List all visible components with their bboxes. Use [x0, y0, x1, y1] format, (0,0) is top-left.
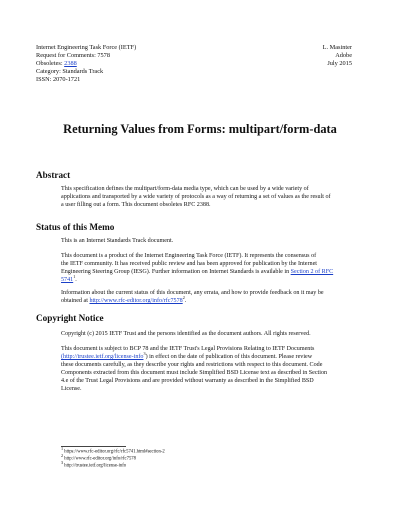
footnote-3 — [61, 460, 127, 470]
copyright-line: Copyright (c) 2015 IETF Trust and the persons identified as the document authors. All rights reserved. — [61, 331, 311, 337]
header-company: Adobe — [335, 52, 352, 60]
header-org: Internet Engineering Task Force (IETF) — [36, 44, 137, 51]
abstract-line: a user filling out a form. This document obsoletes RFC 2388. — [61, 202, 211, 209]
rfc7578-info-link[interactable]: http://www.rfc-editor.org/info/rfc7578 — [89, 298, 183, 305]
footnote-ref-1: 1 — [73, 274, 76, 280]
status-paragraph-3 — [61, 289, 371, 305]
copyright-heading: Copyright Notice — [36, 313, 104, 323]
status-text: . — [184, 298, 187, 305]
rfc-5741-link[interactable]: 5741 — [61, 277, 74, 284]
header-author: L. Masinter — [322, 44, 352, 51]
status-line — [61, 268, 371, 276]
copyright-line: Components extracted from this document must include Simplified BSD License text as described in Section — [61, 370, 328, 377]
obsoletes-link[interactable]: 2388 — [64, 60, 77, 68]
copyright-line: This document is subject to BCP 78 and the IETF Trust's Legal Provisions Relating to IETF Documents — [61, 346, 315, 352]
status-text: obtained at — [61, 298, 90, 305]
copyright-line — [61, 353, 371, 361]
status-text: . — [75, 277, 77, 284]
copyright-line: License. — [61, 386, 82, 393]
status-heading: Status of this Memo — [36, 222, 115, 232]
footnote-number: 1 — [61, 446, 64, 451]
abstract-line: applications and transported by a wide variety of protocols as a way of returning a set of values as the result of — [61, 194, 331, 201]
footnote-text: http://www.rfc-editor.org/info/rfc7578 — [64, 456, 136, 462]
copyright-line: these documents carefully, as they describe your rights and restrictions with respect to this document. Code — [61, 362, 323, 369]
header-right — [323, 44, 352, 68]
status-line: This is an Internet Standards Track document. — [61, 238, 174, 244]
copyright-paragraph-1 — [61, 330, 371, 338]
status-line — [61, 297, 371, 305]
header-issn: ISSN: 2070-1721 — [36, 76, 81, 84]
status-line: This document is a product of the Internet Engineering Task Force (IETF). It represents the consensus of — [61, 253, 317, 259]
copyright-text: ) in effect on the date of publication of this document. Please review — [145, 354, 313, 361]
abstract-paragraph — [61, 185, 371, 209]
copyright-paragraph-2 — [61, 345, 371, 394]
header-category: Category: Standards Track — [36, 68, 104, 76]
footnote-text: http://trustee.ietf.org/license-info — [64, 463, 127, 469]
copyright-line: 4.e of the Trust Legal Provisions and are provided without warranty as described in the Simplified BSD — [61, 378, 314, 385]
status-line — [61, 276, 371, 284]
footnote-ref-2: 2 — [182, 295, 185, 301]
footnote-number: 3 — [61, 460, 64, 465]
footnote-number: 2 — [61, 453, 64, 458]
abstract-heading: Abstract — [36, 170, 71, 180]
header-rfc-number: Request for Comments: 7578 — [36, 52, 110, 60]
section-2-rfc-link[interactable]: Section 2 of RFC — [290, 269, 334, 276]
obsoletes-label: Obsoletes: — [36, 60, 65, 68]
status-paragraph-2 — [61, 252, 371, 284]
status-paragraph-1 — [61, 237, 371, 245]
license-info-link[interactable]: (http://trustee.ietf.org/license-info — [61, 354, 144, 361]
abstract-line: This specification defines the multipart/form-data media type, which can be used by a wide variety of — [61, 186, 309, 192]
status-text: Engineering Steering Group (IESG). Further information on Internet Standards is available in — [61, 269, 291, 276]
header-date: July 2015 — [327, 60, 352, 68]
header-obsoletes — [36, 60, 136, 68]
status-line: Information about the current status of this document, any errata, and how to provide feedback on it may be — [61, 290, 324, 296]
status-line: the IETF community. It has received public review and has been approved for publication by the Internet — [61, 261, 317, 268]
document-title: Returning Values from Forms: multipart/form-data — [63, 122, 337, 136]
header-left — [36, 44, 136, 84]
footnote-divider — [61, 446, 126, 447]
footnote-ref-3: 3 — [143, 351, 146, 357]
footnote-text: https://www.rfc-editor.org/rfc/rfc5741.html#section-2 — [64, 449, 165, 455]
